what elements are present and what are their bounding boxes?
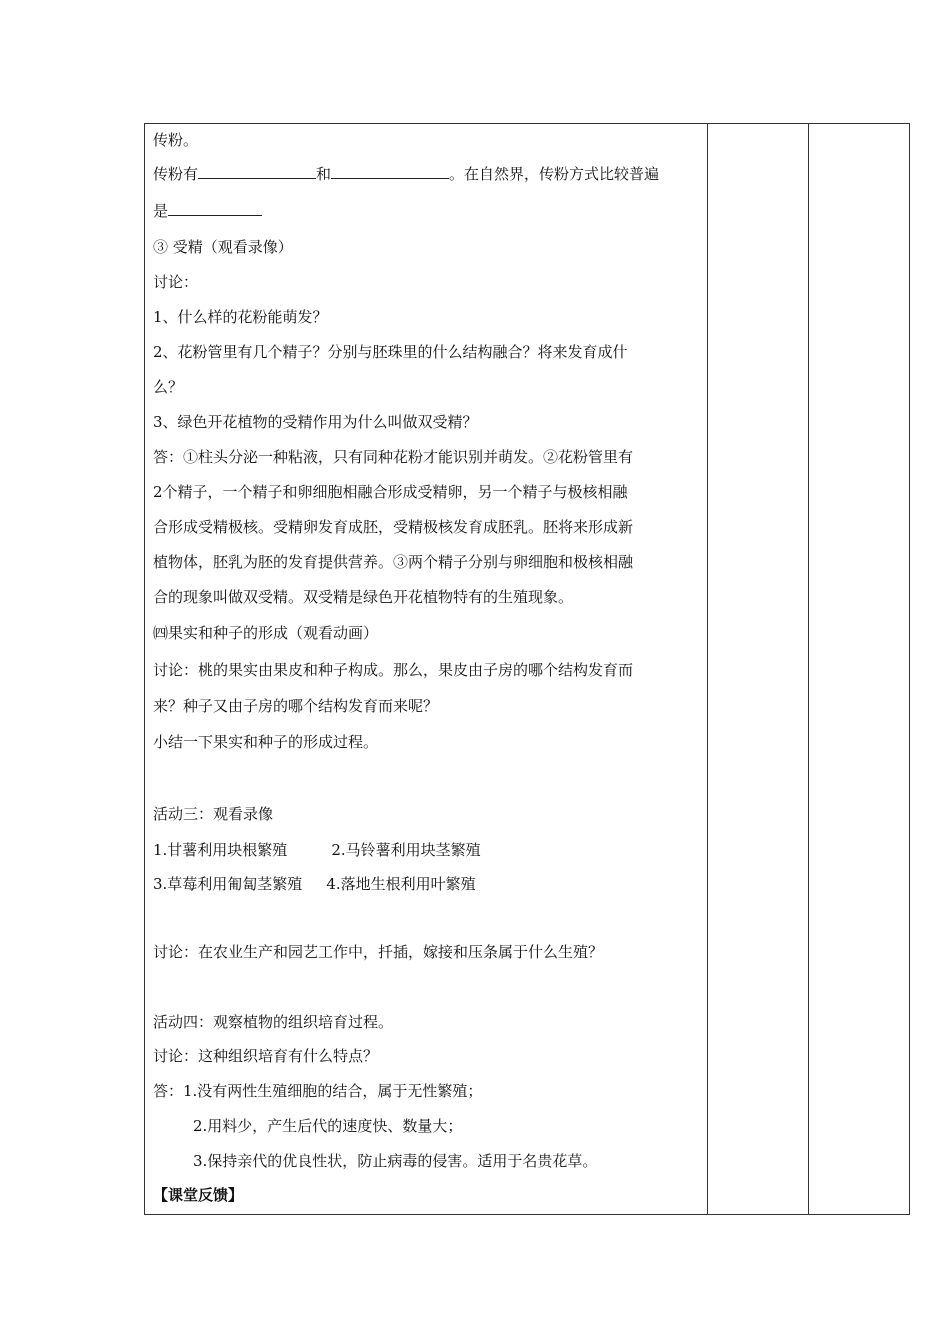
section-heading: ㈣果实和种子的形成（观看动画）	[153, 624, 379, 642]
section-heading-feedback: 【课堂反馈】	[153, 1186, 244, 1204]
text-line: 答：①柱头分泌一种粘液，只有同种花粉才能识别并萌发。②花粉管里有	[153, 448, 634, 466]
activity-heading: 活动四：观察植物的组织培育过程。	[153, 1013, 394, 1031]
text-line: 3、绿色开花植物的受精作用为什么叫做双受精？	[153, 413, 478, 431]
text-line: 合的现象叫做双受精。双受精是绿色开花植物特有的生殖现象。	[153, 588, 574, 606]
text-line: 是	[153, 201, 262, 221]
lesson-table	[144, 123, 910, 1215]
column-divider	[808, 124, 809, 1214]
text-line: 么？	[153, 378, 184, 396]
text-line: 讨论：桃的果实由果皮和种子构成。那么，果皮由子房的哪个结构发育而	[153, 661, 634, 679]
text-line: ③ 受精（观看录像）	[153, 238, 293, 256]
text-line: 2.用料少，产生后代的速度快、数量大；	[193, 1117, 463, 1135]
text-line: 讨论：在农业生产和园艺工作中，扦插，嫁接和压条属于什么生殖？	[153, 943, 604, 961]
text-line: 3.草莓利用匍匐茎繁殖 4.落地生根利用叶繁殖	[153, 875, 476, 893]
text-line: 答：1.没有两性生殖细胞的结合，属于无性繁殖；	[153, 1082, 483, 1100]
text-line: 小结一下果实和种子的形成过程。	[153, 733, 379, 751]
text-line: 植物体，胚乳为胚的发育提供营养。③两个精子分别与卵细胞和极核相融	[153, 553, 634, 571]
text-line: 2个精子，一个精子和卵细胞相融合形成受精卵，另一个精子与极核相融	[153, 483, 628, 501]
text-line: 1、什么样的花粉能萌发？	[153, 308, 328, 326]
text-line: 传粉有 和 。在自然界，传粉方式比较普遍	[153, 165, 660, 183]
fill-blank[interactable]	[331, 164, 449, 179]
text-line: 合形成受精极核。受精卵发育成胚，受精极核发育成胚乳。胚将来形成新	[153, 518, 634, 536]
text-line: 讨论：	[153, 273, 199, 291]
text-line: 3.保持亲代的优良性状，防止病毒的侵害。适用于名贵花草。	[193, 1152, 598, 1170]
column-divider	[707, 124, 708, 1214]
text-line: 1.甘薯利用块根繁殖 2.马铃薯利用块茎繁殖	[153, 841, 481, 859]
activity-heading: 活动三：观看录像	[153, 805, 274, 823]
text-line: 传粉。	[153, 131, 199, 149]
text-line: 来？种子又由子房的哪个结构发育而来呢？	[153, 697, 439, 715]
fill-blank[interactable]	[168, 201, 262, 216]
text-line: 2、花粉管里有几个精子？分别与胚珠里的什么结构融合？将来发育成什	[153, 343, 628, 361]
fill-blank[interactable]	[198, 164, 316, 179]
text-line: 讨论：这种组织培育有什么特点？	[153, 1047, 379, 1065]
